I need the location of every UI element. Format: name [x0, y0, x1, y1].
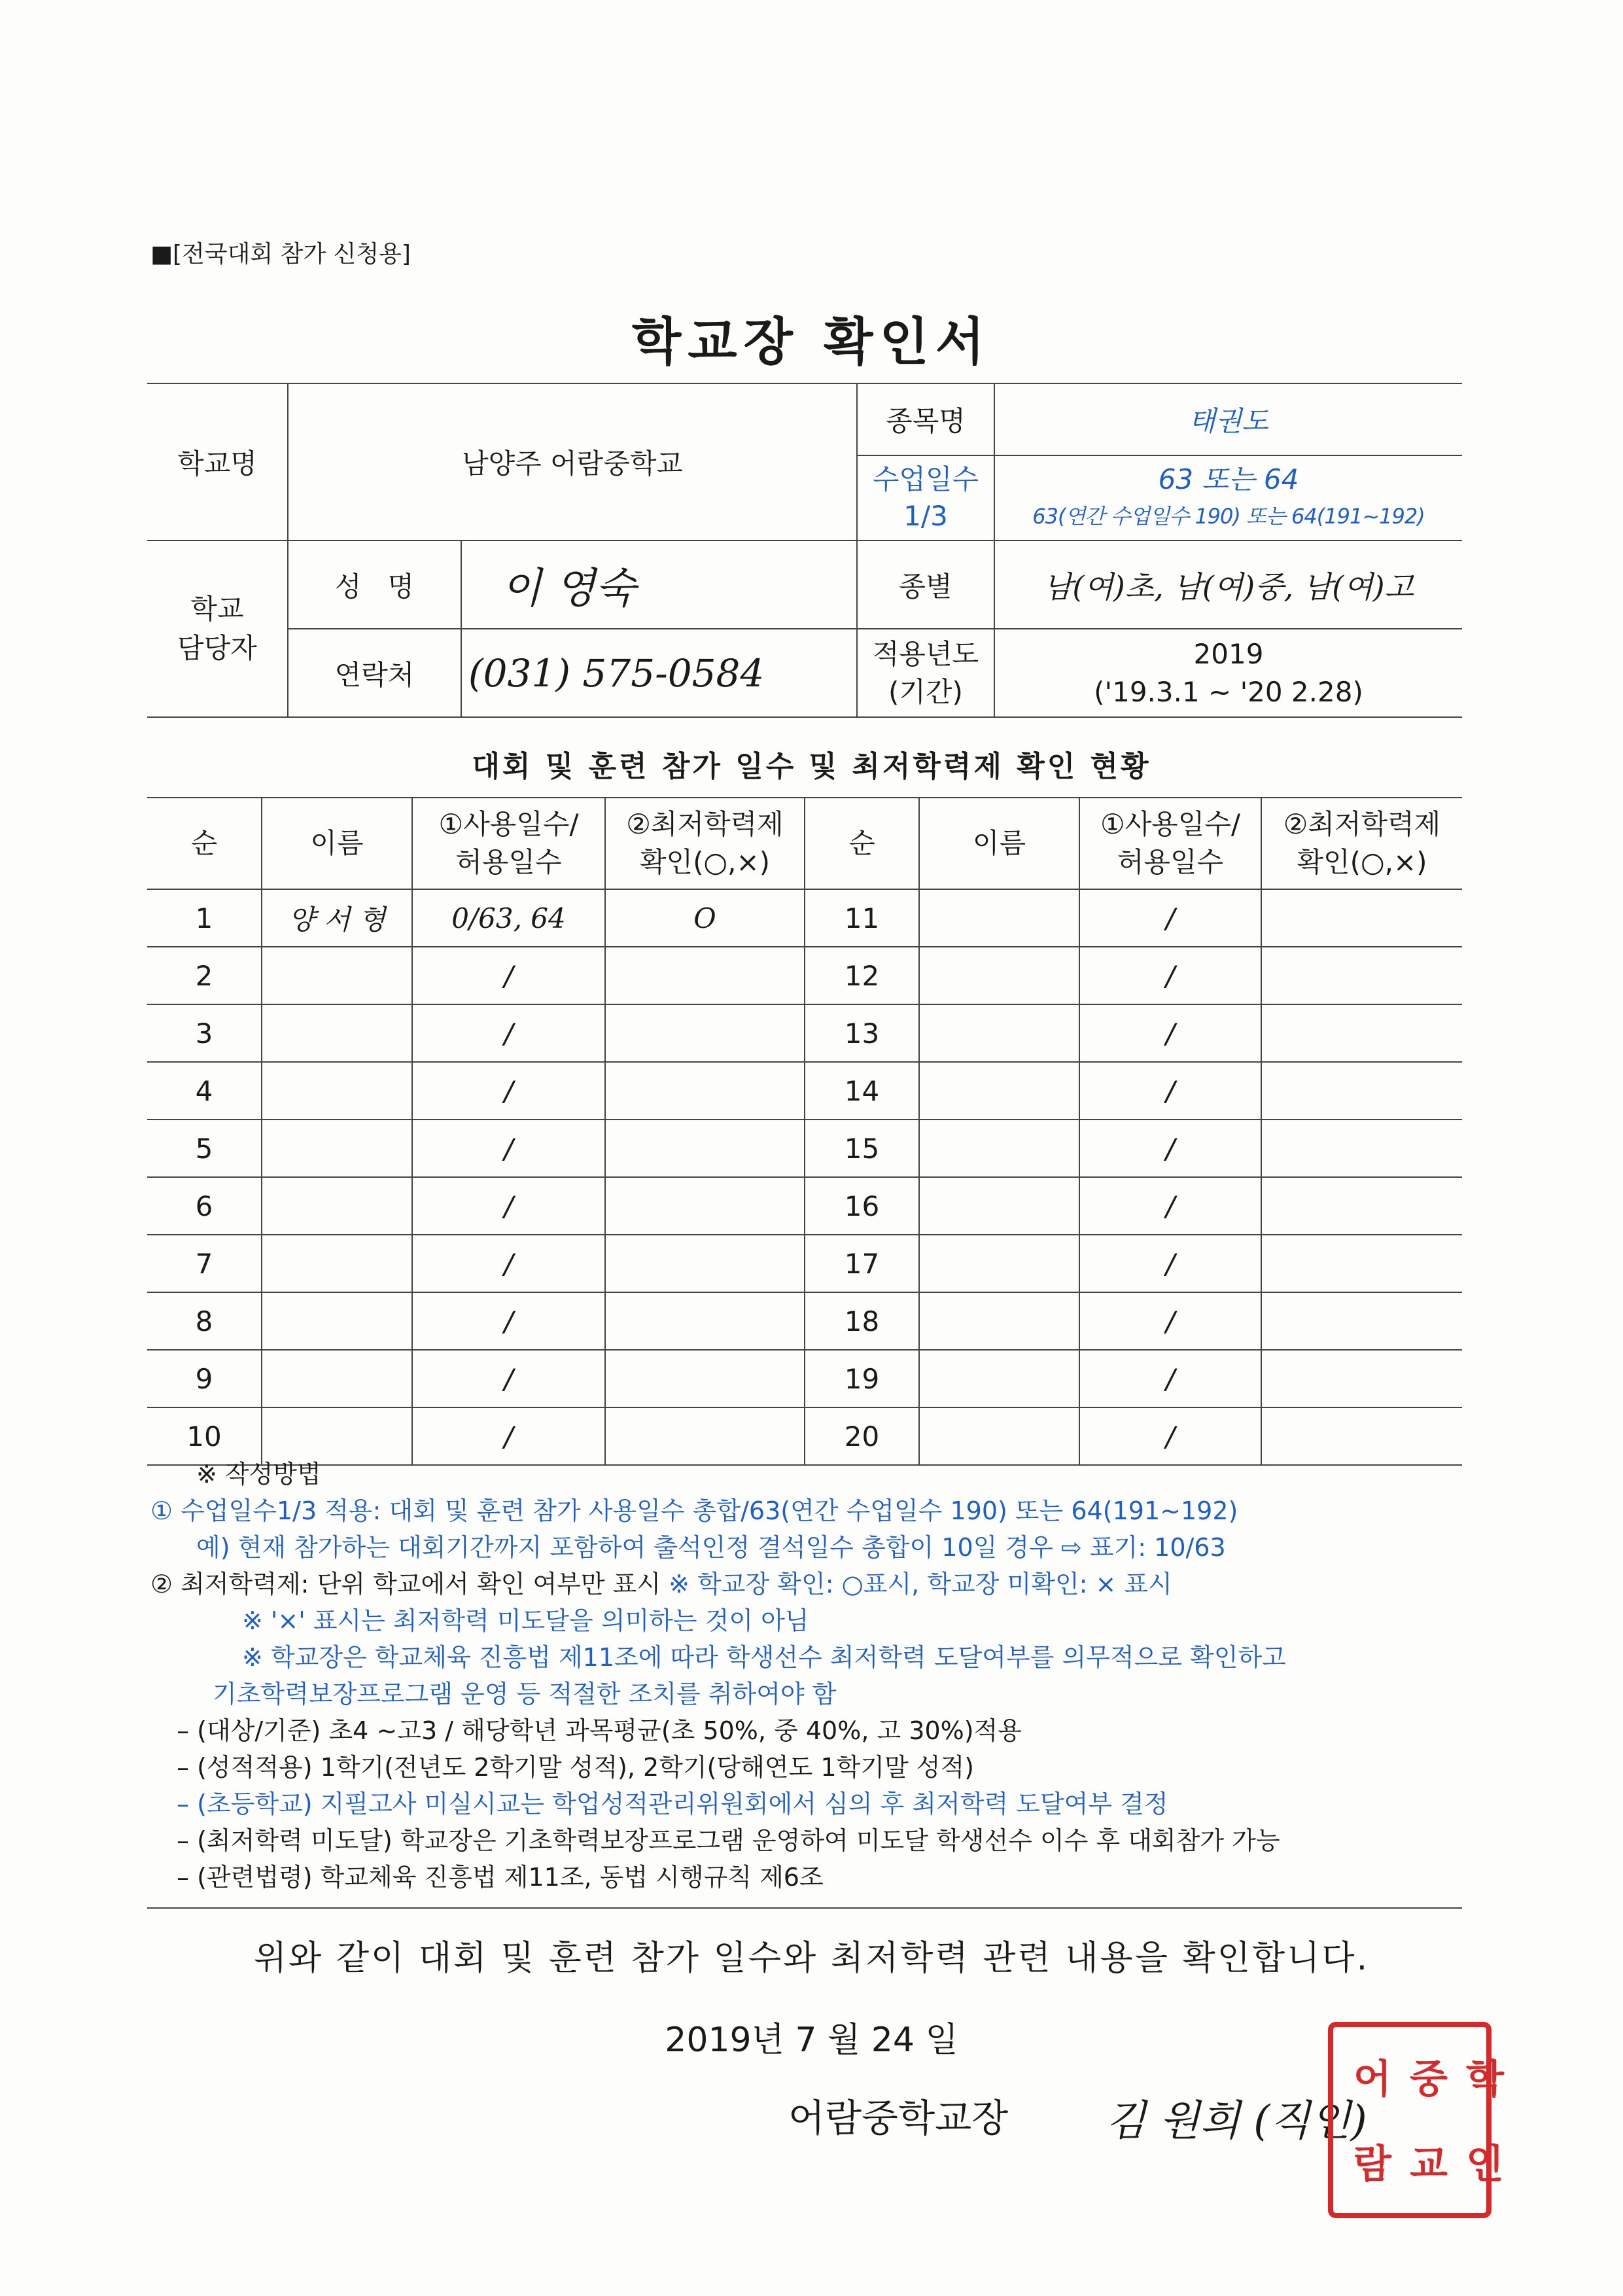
manager-label: [147, 540, 288, 717]
divider: [147, 1907, 1462, 1909]
athlete-name: 양 서 형: [262, 889, 412, 947]
table-row: [147, 1350, 1462, 1407]
note-3: ※ '×' 표시는 최저학력 미도달을 의미하는 것이 아님: [242, 1606, 809, 1635]
principal-title: 어람중학교장: [788, 2096, 1009, 2140]
table-row: [147, 1177, 1462, 1235]
days-used: /: [1079, 1177, 1261, 1235]
class-days-label-line1: 수업일수: [872, 463, 979, 495]
school-info-table: [147, 383, 1462, 718]
section-title: 대회 및 훈련 참가 일수 및 최저학력제 확인 현황: [472, 750, 1151, 783]
roster-header-row: [147, 798, 1462, 889]
row-number: 7: [147, 1235, 262, 1292]
header-days-line1: ①사용일수/: [438, 808, 579, 840]
min-academic-check: [605, 1062, 805, 1120]
seal-character: 어: [1346, 2058, 1392, 2097]
seal-character: 인: [1459, 2143, 1505, 2182]
row-number: 18: [805, 1292, 919, 1350]
manager-name-label: 성 명: [288, 540, 461, 629]
min-academic-check: [1261, 1062, 1462, 1120]
seal-character: 학: [1459, 2058, 1505, 2097]
row-number: 1: [147, 889, 262, 947]
note-4-cont: 기초학력보장프로그램 운영 등 적절한 조치를 취하여야 함: [213, 1680, 837, 1708]
detail-unmet: – (최저학력 미도달) 학교장은 기초학력보장프로그램 운영하여 미도달 학생선수 이수 후 대회참가 가능: [177, 1826, 1280, 1855]
row-number: 5: [147, 1120, 262, 1177]
athlete-name: [919, 1120, 1079, 1177]
days-used: /: [412, 947, 605, 1004]
header-name: 이름: [919, 798, 1079, 889]
detail-target: – (대상/기준) 초4 ~고3 / 해당학년 과목평균(초 50%, 중 40%, 고 30%)적용: [177, 1716, 1022, 1745]
row-number: 12: [805, 947, 919, 1004]
days-used: /: [1079, 1292, 1261, 1350]
min-academic-check: [605, 1235, 805, 1292]
days-used: /: [1079, 1235, 1261, 1292]
note-2: [150, 1566, 1492, 1602]
athlete-name: [262, 1120, 412, 1177]
header-days: [1079, 798, 1261, 889]
header-check-line2: 확인(○,×): [1297, 846, 1427, 878]
confirmation-statement: 위와 같이 대회 및 훈련 참가 일수와 최저학력 관련 내용을 확인합니다.: [253, 1939, 1370, 1978]
days-used: /: [412, 1062, 605, 1120]
gender-value: 남(여)초, 남(여)중, 남(여)고: [994, 540, 1462, 629]
days-used: /: [412, 1407, 605, 1465]
athlete-name: [262, 1292, 412, 1350]
athlete-name: [919, 947, 1079, 1004]
row-number: 14: [805, 1062, 919, 1120]
note-4: ※ 학교장은 학교체육 진흥법 제11조에 따라 학생선수 최저학력 도달여부를 의무적으로 확인하고: [242, 1643, 1286, 1672]
row-number: 4: [147, 1062, 262, 1120]
athlete-name: [919, 1292, 1079, 1350]
athlete-name: [919, 1004, 1079, 1062]
athlete-name: [262, 1350, 412, 1407]
event-value: 태권도: [994, 383, 1462, 455]
days-used: /: [1079, 947, 1261, 1004]
min-academic-check: [605, 1004, 805, 1062]
contact-label: 연락처: [288, 629, 461, 717]
school-name-label: 학교명: [147, 383, 288, 540]
min-academic-check: O: [605, 889, 805, 947]
table-row: [147, 1235, 1462, 1292]
principal-signature: 김 원희 (직인): [1106, 2097, 1367, 2146]
document-title: 학교장 확인서: [631, 313, 992, 372]
table-row: [147, 1004, 1462, 1062]
row-number: 16: [805, 1177, 919, 1235]
header-days-line2: 허용일수: [1117, 846, 1224, 878]
header-check-line1: ②최저학력제: [1283, 808, 1441, 840]
class-days-value: [994, 455, 1462, 540]
min-academic-check: [1261, 1177, 1462, 1235]
days-used: /: [1079, 1350, 1261, 1407]
header-days-line2: 허용일수: [455, 846, 562, 878]
event-label: 종목명: [857, 383, 994, 455]
header-no: 순: [805, 798, 919, 889]
athlete-name: [919, 889, 1079, 947]
header-name: 이름: [262, 798, 412, 889]
athlete-name: [919, 1062, 1079, 1120]
header-check-line1: ②최저학력제: [626, 808, 784, 840]
min-academic-check: [1261, 947, 1462, 1004]
class-days-value-line2: 63(연간 수업일수 190) 또는 64(191~192): [1032, 504, 1425, 529]
gender-label: 종별: [857, 540, 994, 629]
note-2-text: ② 최저학력제: 단위 학교에서 확인 여부만 표시: [150, 1570, 669, 1598]
class-days-label-line2: 1/3: [903, 500, 948, 532]
official-seal: [1328, 2022, 1505, 2218]
days-used: /: [412, 1004, 605, 1062]
year-label-line1: 적용년도: [872, 637, 979, 670]
days-used: /: [412, 1292, 605, 1350]
year-label: [857, 629, 994, 717]
days-used: /: [1079, 1004, 1261, 1062]
seal-character: 람: [1346, 2143, 1392, 2182]
row-number: 3: [147, 1004, 262, 1062]
form-tag: ■[전국대회 참가 신청용]: [150, 241, 411, 268]
manager-name-value: 이 영숙: [461, 540, 857, 629]
row-number: 6: [147, 1177, 262, 1235]
days-used: 0/63, 64: [412, 889, 605, 947]
athlete-name: [262, 1062, 412, 1120]
row-number: 10: [147, 1407, 262, 1465]
participation-roster-table: [147, 797, 1462, 1466]
header-check-line2: 확인(○,×): [639, 846, 771, 878]
table-row: [147, 889, 1462, 947]
year-value-line2: ('19.3.1 ~ '20 2.28): [1094, 675, 1363, 708]
note-1: ① 수업일수1/3 적용: 대회 및 훈련 참가 사용일수 총합/63(연간 수업일수 190) 또는 64(191~192): [150, 1496, 1238, 1525]
min-academic-check: [605, 1177, 805, 1235]
min-academic-check: [1261, 1120, 1462, 1177]
row-number: 11: [805, 889, 919, 947]
athlete-name: [919, 1350, 1079, 1407]
athlete-name: [262, 947, 412, 1004]
min-academic-check: [1261, 1004, 1462, 1062]
notes-heading: ※ 작성방법: [196, 1460, 321, 1489]
athlete-name: [919, 1235, 1079, 1292]
table-row: [147, 1062, 1462, 1120]
row-number: 8: [147, 1292, 262, 1350]
min-academic-check: [1261, 1292, 1462, 1350]
seal-character: 교: [1403, 2143, 1448, 2182]
row-number: 19: [805, 1350, 919, 1407]
athlete-name: [262, 1235, 412, 1292]
days-used: /: [1079, 1407, 1261, 1465]
year-label-line2: (기간): [888, 675, 963, 708]
days-used: /: [412, 1120, 605, 1177]
detail-grades: – (성적적용) 1학기(전년도 2학기말 성적), 2학기(당해연도 1학기말 성적): [177, 1753, 974, 1782]
header-days: [412, 798, 605, 889]
min-academic-check: [1261, 1350, 1462, 1407]
seal-character: 중: [1403, 2058, 1448, 2097]
header-check: [605, 798, 805, 889]
days-used: /: [412, 1350, 605, 1407]
detail-elementary: – (초등학교) 지필고사 미실시교는 학업성적관리위원회에서 심의 후 최저학력 도달여부 결정: [177, 1790, 1168, 1818]
note-1-example: 예) 현재 참가하는 대회기간까지 포함하여 출석인정 결석일수 총합이 10일 경우 ⇨ 표기: 10/63: [196, 1533, 1226, 1562]
header-no: 순: [147, 798, 262, 889]
instructions: [150, 1456, 1492, 1896]
table-row: [147, 1292, 1462, 1350]
min-academic-check: [1261, 1235, 1462, 1292]
manager-label-line2: 담당자: [177, 632, 257, 664]
year-value-line1: 2019: [1193, 637, 1264, 670]
header-check: [1261, 798, 1462, 889]
row-number: 15: [805, 1120, 919, 1177]
row-number: 9: [147, 1350, 262, 1407]
row-number: 13: [805, 1004, 919, 1062]
days-used: /: [1079, 889, 1261, 947]
days-used: /: [412, 1177, 605, 1235]
row-number: 20: [805, 1407, 919, 1465]
row-number: 2: [147, 947, 262, 1004]
min-academic-check: [605, 1350, 805, 1407]
note-2-mark: ※ 학교장 확인: ○표시, 학교장 미확인: × 표시: [669, 1570, 1172, 1598]
header-days-line1: ①사용일수/: [1100, 808, 1241, 840]
table-row: [147, 1120, 1462, 1177]
manager-label-line1: 학교: [190, 593, 244, 625]
contact-value: (031) 575-0584: [461, 629, 857, 717]
issue-date: 2019년 7 월 24 일: [665, 2021, 958, 2060]
athlete-name: [262, 1177, 412, 1235]
min-academic-check: [605, 1120, 805, 1177]
athlete-name: [919, 1177, 1079, 1235]
school-name-value: 남양주 어람중학교: [288, 383, 857, 540]
year-value: [994, 629, 1462, 717]
detail-law: – (관련법령) 학교체육 진흥법 제11조, 동법 시행규칙 제6조: [177, 1863, 824, 1892]
days-used: /: [412, 1235, 605, 1292]
min-academic-check: [605, 947, 805, 1004]
min-academic-check: [605, 1292, 805, 1350]
row-number: 17: [805, 1235, 919, 1292]
class-days-label: [857, 455, 994, 540]
athlete-name: [262, 1004, 412, 1062]
table-row: [147, 947, 1462, 1004]
min-academic-check: [1261, 889, 1462, 947]
days-used: /: [1079, 1062, 1261, 1120]
days-used: /: [1079, 1120, 1261, 1177]
class-days-value-line1: 63 또는 64: [1158, 463, 1299, 495]
